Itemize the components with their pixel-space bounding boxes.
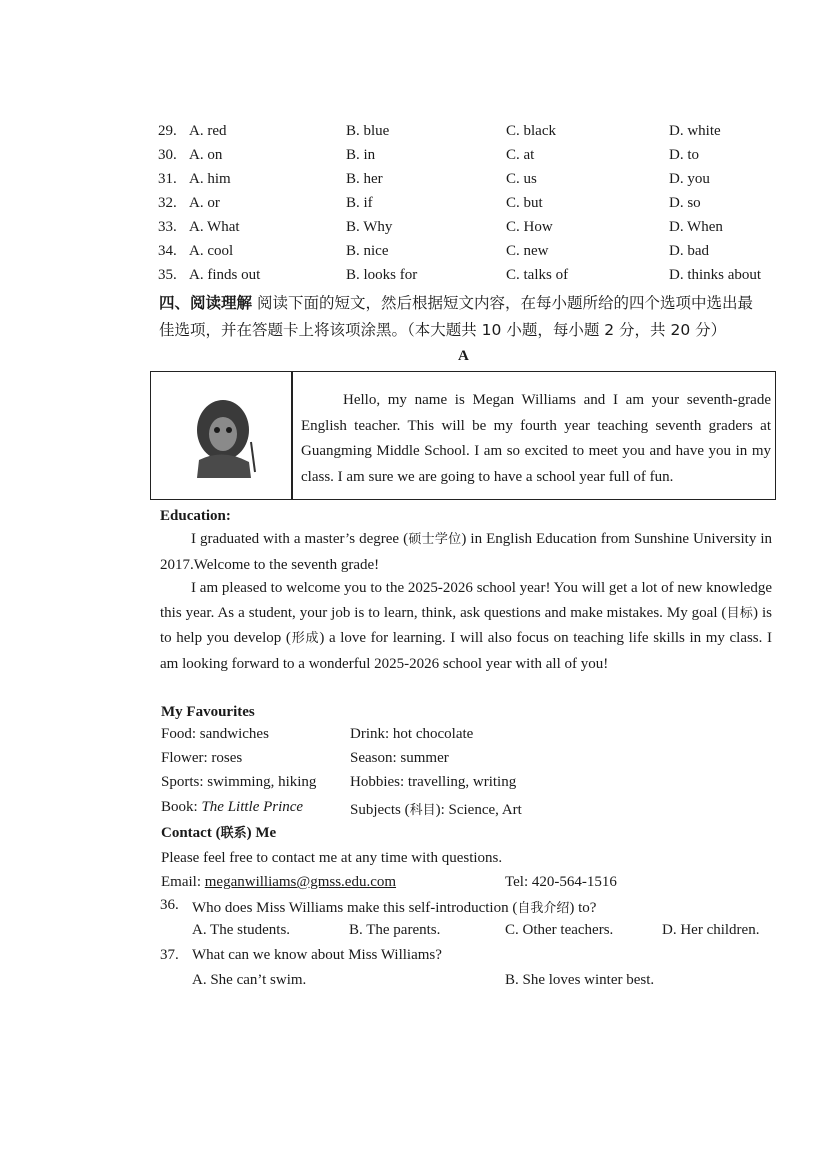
fav-book	[161, 799, 303, 816]
option-b: B. Why	[346, 219, 393, 235]
fav-subjects-label: Subjects (	[350, 802, 410, 818]
favourites-heading: My Favourites	[161, 704, 255, 720]
option-row	[0, 147, 816, 171]
welcome-text-1: I am pleased to welcome you to the 2025-2026 school year! You will get a lot of new knowledge this year. As a student, your job is to learn, think, ask questions and make mistakes. My goal (	[160, 580, 772, 621]
question-number: 29.	[158, 123, 177, 139]
welcome-cn-gloss-2: 形成	[290, 631, 320, 647]
question-36-number: 36.	[160, 897, 179, 913]
option-d: D. to	[669, 147, 699, 163]
question-36-option-b: B. The parents.	[349, 922, 441, 938]
email-label: Email:	[161, 874, 205, 890]
box-divider	[291, 372, 293, 499]
contact-heading-pre: Contact (	[161, 825, 221, 841]
education-heading: Education:	[160, 508, 231, 524]
fav-season: Season: summer	[350, 750, 449, 766]
section-heading-instructions: 阅读下面的短文，然后根据短文内容，在每小题所给的四个选项中选出最	[252, 294, 753, 312]
contact-heading	[161, 823, 276, 844]
intro-box	[150, 371, 776, 500]
fav-book-title: The Little Prince	[201, 799, 304, 815]
question-number: 31.	[158, 171, 177, 187]
welcome-paragraph	[160, 576, 772, 677]
option-a: A. or	[189, 195, 220, 211]
question-37-option-a: A. She can’t swim.	[192, 972, 307, 988]
question-37-number: 37.	[160, 947, 179, 963]
question-36-option-c: C. Other teachers.	[505, 922, 614, 938]
education-paragraph	[160, 527, 772, 577]
fav-food: Food: sandwiches	[161, 726, 269, 742]
option-d: D. you	[669, 171, 710, 187]
option-a: A. What	[189, 219, 240, 235]
welcome-cn-gloss-1: 目标	[726, 605, 754, 621]
teacher-photo	[185, 390, 263, 482]
section-heading	[159, 291, 784, 316]
fav-flower: Flower: roses	[161, 750, 243, 766]
option-b: B. if	[346, 195, 373, 211]
question-number: 35.	[158, 267, 177, 283]
contact-heading-post: ) Me	[246, 825, 277, 841]
education-cn-gloss: 硕士学位	[408, 532, 462, 547]
option-a: A. red	[189, 123, 227, 139]
option-row	[0, 267, 816, 291]
option-c: C. How	[506, 219, 553, 235]
education-text: I graduated with a master’s degree (	[191, 531, 409, 547]
option-row	[0, 219, 816, 243]
option-d: D. white	[669, 123, 721, 139]
intro-paragraph: Hello, my name is Megan Williams and I am your seventh-grade English teacher. This will be my fourth year teaching seventh graders at Guangming Middle School. I am so excited to meet you and have you in my class. I am sure we are going to have a school year full of fun.	[301, 392, 771, 485]
option-c: C. us	[506, 171, 537, 187]
question-number: 32.	[158, 195, 177, 211]
option-c: C. talks of	[506, 267, 569, 283]
section-heading-title: 四、阅读理解	[159, 294, 253, 312]
option-a: A. cool	[189, 243, 234, 259]
contact-heading-cn: 联系	[220, 826, 247, 841]
fav-subjects-value: ): Science, Art	[435, 802, 522, 818]
passage-label: A	[458, 348, 469, 364]
option-b: B. nice	[346, 243, 389, 259]
option-d: D. When	[669, 219, 723, 235]
option-row	[0, 243, 816, 267]
option-d: D. thinks about	[669, 267, 762, 283]
option-c: C. but	[506, 195, 543, 211]
option-row	[0, 123, 816, 147]
question-number: 34.	[158, 243, 177, 259]
email-line	[161, 872, 396, 892]
option-b: B. her	[346, 171, 383, 187]
fav-drink: Drink: hot chocolate	[350, 726, 474, 742]
question-number: 30.	[158, 147, 177, 163]
option-c: C. black	[506, 123, 556, 139]
welcome-text-3: ) a love for learning. I will also focus on teaching life skills in my class. I am looking forward to a wonderful 2025-2026 school year with all of you!	[160, 630, 772, 673]
question-36-stem-text: Who does Miss Williams make this self-introduction (	[192, 900, 518, 916]
fav-sports: Sports: swimming, hiking	[161, 774, 317, 790]
option-row	[0, 171, 816, 195]
fav-subjects-cn: 科目	[409, 803, 436, 818]
question-number: 33.	[158, 219, 177, 235]
option-b: B. looks for	[346, 267, 418, 283]
tel-line: Tel: 420-564-1516	[505, 874, 617, 890]
question-36-stem	[192, 897, 596, 917]
fav-book-label: Book:	[161, 799, 202, 815]
question-37-stem: What can we know about Miss Williams?	[192, 947, 442, 963]
option-b: B. in	[346, 147, 376, 163]
welcome-text-2: ) is to help you develop (	[160, 604, 772, 647]
question-36-option-a: A. The students.	[192, 922, 291, 938]
option-row	[0, 195, 816, 219]
option-a: A. on	[189, 147, 223, 163]
question-36-stem-end: ) to?	[569, 900, 597, 916]
fav-subjects	[350, 799, 522, 819]
option-a: A. him	[189, 171, 231, 187]
question-36-option-d: D. Her children.	[662, 922, 760, 938]
section-heading-line2: 佳选项，并在答题卡上将该项涂黑。（本大题共 10 小题，每小题 2 分，共 20 分）	[159, 321, 727, 339]
option-c: C. new	[506, 243, 549, 259]
fav-hobbies: Hobbies: travelling, writing	[350, 774, 517, 790]
contact-line: Please feel free to contact me at any time with questions.	[161, 850, 503, 866]
option-d: D. so	[669, 195, 701, 211]
option-c: C. at	[506, 147, 535, 163]
question-37-option-b: B. She loves winter best.	[505, 972, 655, 988]
option-b: B. blue	[346, 123, 390, 139]
question-36-cn-gloss: 自我介绍	[517, 901, 570, 916]
option-d: D. bad	[669, 243, 709, 259]
education-text-end: ) in English Education from Sunshine University in 2017.Welcome to the seventh grade!	[160, 531, 773, 573]
email-link[interactable]: meganwilliams@gmss.edu.com	[204, 874, 397, 890]
option-a: A. finds out	[189, 267, 261, 283]
